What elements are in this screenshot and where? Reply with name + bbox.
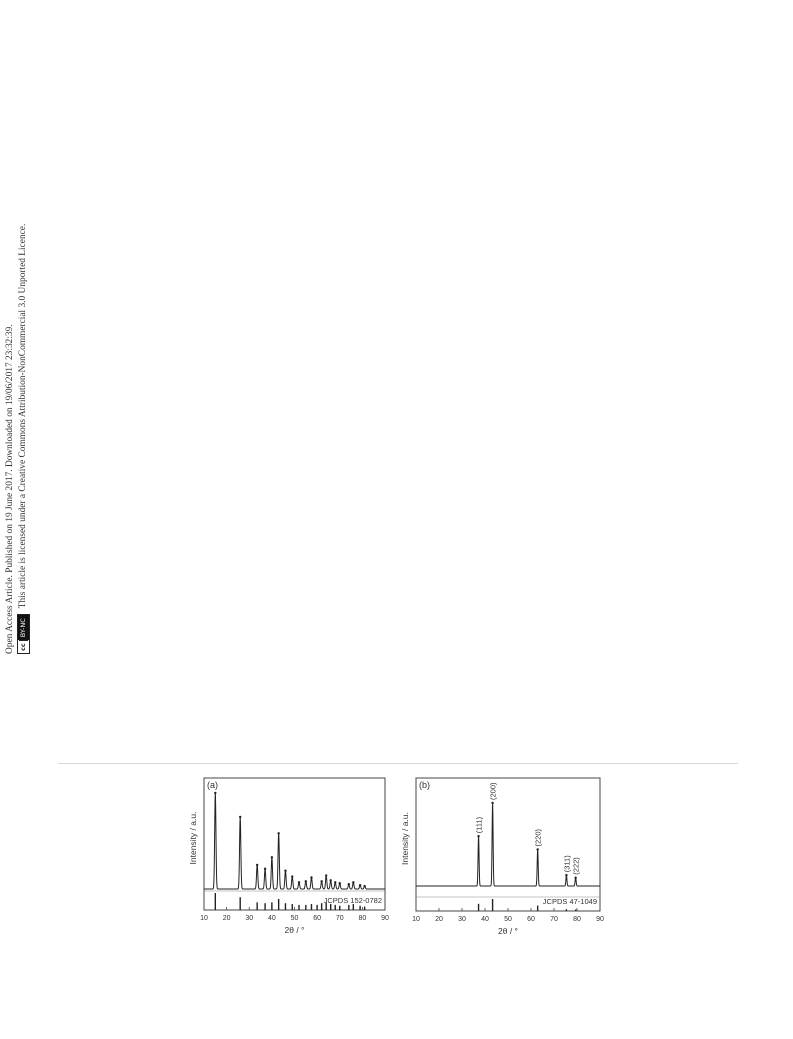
panel-label: (a)	[207, 780, 218, 790]
peak-hkl-label: (200)	[488, 782, 498, 800]
x-tick-label: 30	[245, 915, 254, 922]
x-tick-label: 60	[313, 915, 322, 922]
xrd-pattern-line	[416, 804, 600, 886]
peak-hkl-label: (222)	[571, 857, 581, 875]
plot-frame	[416, 778, 600, 911]
x-tick-label: 30	[458, 916, 466, 923]
xrd-peak	[477, 835, 479, 837]
xrd-peak	[264, 868, 266, 870]
xrd-peak	[339, 882, 341, 884]
x-tick-label: 20	[435, 916, 443, 923]
licence-notice-row	[17, 114, 30, 654]
xrd-peak	[256, 864, 258, 866]
x-tick-label: 40	[481, 916, 489, 923]
x-tick-label: 50	[504, 916, 512, 923]
horizontal-rule	[58, 763, 738, 764]
panel-label: (b)	[419, 780, 430, 790]
x-axis-label: 2θ / °	[284, 925, 305, 935]
plot-frame	[204, 778, 385, 910]
x-tick-label: 70	[550, 916, 558, 923]
publication-notice: Open Access Article. Published on 19 June 2017. Downloaded on 19/06/2017 23:32:39.	[5, 324, 15, 654]
xrd-peak	[574, 877, 576, 879]
xrd-peak	[271, 856, 273, 858]
xrd-peak	[363, 885, 365, 887]
peak-hkl-label: (311)	[562, 855, 572, 873]
xrd-peak	[298, 881, 300, 883]
cc-badge-by-nc: BY-NC	[18, 615, 29, 640]
xrd-peak	[239, 816, 241, 818]
y-axis-label: Intensity / a.u.	[400, 812, 410, 865]
x-tick-label: 20	[222, 915, 231, 922]
x-tick-label: 90	[596, 916, 604, 923]
xrd-peak	[359, 884, 361, 886]
xrd-panel-a	[188, 778, 389, 935]
xrd-peak	[565, 874, 567, 876]
x-tick-label: 80	[358, 915, 367, 922]
xrd-peak	[305, 880, 307, 882]
open-access-notice	[4, 114, 38, 654]
x-tick-label: 70	[335, 915, 344, 922]
licence-notice[interactable]: This article is licensed under a Creative Commons Attribution-NonCommercial 3.0 Unported Licence.	[18, 223, 28, 609]
x-tick-label: 50	[290, 915, 299, 922]
xrd-panel-b	[400, 778, 604, 936]
xrd-peak	[291, 875, 293, 877]
peak-hkl-label: (220)	[533, 828, 543, 847]
xrd-peak	[320, 880, 322, 882]
xrd-peak	[277, 832, 279, 834]
x-tick-label: 10	[412, 916, 420, 923]
reference-label: JCPDS 152-0782	[323, 896, 382, 905]
xrd-peak	[330, 879, 332, 881]
xrd-peak	[536, 848, 538, 850]
xrd-peak	[348, 883, 350, 885]
x-tick-label: 90	[381, 915, 389, 922]
xrd-peak	[284, 870, 286, 872]
x-tick-label: 40	[267, 915, 276, 922]
xrd-peak	[491, 802, 493, 804]
peak-hkl-label: (111)	[474, 816, 484, 834]
y-axis-label: Intensity / a.u.	[188, 811, 198, 865]
xrd-peak	[352, 881, 354, 883]
x-tick-label: 60	[527, 916, 535, 923]
x-tick-label: 80	[573, 916, 581, 923]
x-tick-label: 10	[200, 915, 208, 922]
xrd-peak	[310, 876, 312, 878]
x-axis-label: 2θ / °	[498, 926, 518, 936]
xrd-peak	[214, 792, 216, 794]
xrd-peak	[334, 881, 336, 883]
xrd-pattern-line	[204, 793, 385, 889]
cc-badge-cc: cc	[19, 640, 28, 653]
cc-by-nc-badge[interactable]	[17, 614, 30, 654]
reference-label: JCPDS 47-1049	[542, 897, 597, 906]
xrd-peak	[325, 874, 327, 876]
